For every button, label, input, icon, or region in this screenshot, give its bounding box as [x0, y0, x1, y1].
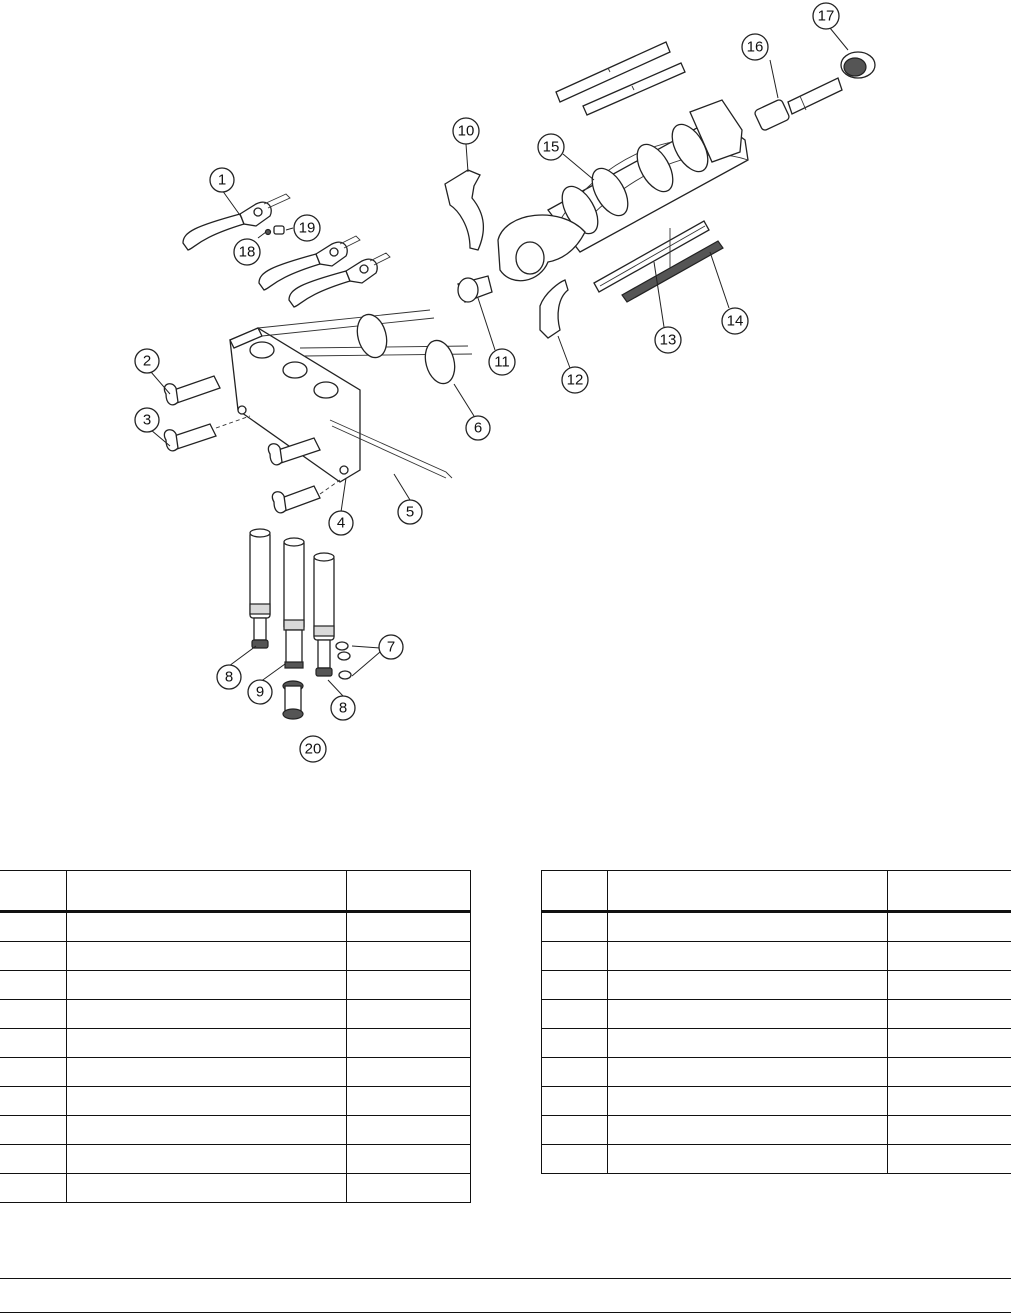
svg-text:1: 1: [217, 171, 227, 189]
table-row: [0, 912, 470, 942]
table-row: [0, 1029, 470, 1058]
scraper-blade-12: [540, 280, 568, 338]
table-cell: [346, 1058, 470, 1087]
table-cell: [608, 1000, 888, 1029]
table-cell: [66, 1087, 346, 1116]
table-cell: [0, 1000, 66, 1029]
small-screw-18: [266, 230, 271, 235]
table-row: [0, 1174, 470, 1203]
table-row: [542, 912, 1011, 942]
table-cell: [542, 942, 608, 971]
table-cell: [0, 942, 66, 971]
table-row: [0, 1116, 470, 1145]
table-cell: [542, 1116, 608, 1145]
table-cell: [66, 1058, 346, 1087]
callout-6: [466, 416, 490, 440]
callout-20: [300, 736, 326, 762]
table-cell: [888, 912, 1011, 942]
footer-divider-top: [0, 1278, 1011, 1279]
header-cell: [608, 871, 888, 912]
table-cell: [888, 1116, 1011, 1145]
cartridge-8-left: [250, 529, 270, 648]
o-rings-7: [336, 642, 351, 679]
header-cell: [346, 871, 470, 912]
pin-2: [164, 376, 220, 405]
cartridge-9-center: [284, 538, 304, 668]
header-cell: [0, 871, 66, 912]
callout-8-left: [217, 665, 241, 689]
callout-17: [813, 3, 839, 29]
table-cell: [0, 1174, 66, 1203]
svg-text:6: 6: [473, 419, 483, 437]
table-cell: [66, 1145, 346, 1174]
header-cell: [66, 871, 346, 912]
callout-11: [489, 349, 515, 375]
table-row: [0, 971, 470, 1000]
table-cell: [66, 1116, 346, 1145]
table-row: [542, 1000, 1011, 1029]
footer-divider-bottom: [0, 1312, 1011, 1313]
svg-text:19: 19: [298, 219, 316, 237]
table-cell: [888, 1145, 1011, 1174]
table-cell: [346, 1087, 470, 1116]
scraper-blade-10: [445, 170, 483, 250]
table-cell: [608, 912, 888, 942]
header-cell: [888, 871, 1011, 912]
table-row: [0, 1000, 470, 1029]
callout-14: [722, 308, 748, 334]
table-cell: [346, 1029, 470, 1058]
table-cell: [542, 912, 608, 942]
table-row: [0, 1145, 470, 1174]
callout-4: [329, 511, 353, 535]
table-cell: [888, 1058, 1011, 1087]
table-cell: [542, 1000, 608, 1029]
svg-text:8: 8: [338, 699, 348, 717]
table-cell: [346, 942, 470, 971]
table-row: [542, 1029, 1011, 1058]
table-cell: [542, 1145, 608, 1174]
callout-8-right: [331, 696, 355, 720]
end-cap-17: [841, 52, 875, 78]
callout-19: [294, 215, 320, 241]
table-header-row: [542, 871, 1011, 912]
table-cell: [66, 1000, 346, 1029]
svg-text:15: 15: [542, 138, 560, 156]
table-cell: [346, 971, 470, 1000]
parts-list-table-left: [0, 870, 471, 1203]
svg-text:11: 11: [494, 353, 510, 371]
parts-list-table-right: [541, 870, 1011, 1174]
callout-5: [398, 500, 422, 524]
table-cell: [0, 1116, 66, 1145]
callout-9: [248, 680, 272, 704]
callout-2: [135, 349, 159, 373]
table-cell: [888, 1087, 1011, 1116]
small-screw-19: [274, 226, 284, 234]
callout-7: [379, 635, 403, 659]
table-cell: [0, 912, 66, 942]
table-cell: [0, 1087, 66, 1116]
table-cell: [608, 971, 888, 1000]
table-cell: [608, 1029, 888, 1058]
table-row: [542, 1145, 1011, 1174]
svg-text:14: 14: [726, 312, 744, 330]
table-cell: [66, 912, 346, 942]
callout-13: [655, 327, 681, 353]
table-row: [0, 1058, 470, 1087]
table-cell: [346, 1000, 470, 1029]
svg-text:9: 9: [255, 683, 265, 701]
table-cell: [346, 1116, 470, 1145]
table-cell: [66, 1174, 346, 1203]
table-cell: [346, 912, 470, 942]
pin-3: [164, 416, 250, 451]
callout-10: [453, 118, 479, 144]
o-ring-6: [353, 311, 459, 387]
svg-text:7: 7: [386, 638, 396, 656]
table-cell: [542, 1029, 608, 1058]
table-row: [542, 1058, 1011, 1087]
table-cell: [888, 942, 1011, 971]
valve-body-4: [230, 310, 472, 482]
table-cell: [608, 1058, 888, 1087]
svg-text:12: 12: [566, 371, 584, 389]
table-header-row: [0, 871, 470, 912]
svg-text:4: 4: [336, 514, 346, 532]
table-cell: [608, 1145, 888, 1174]
svg-text:13: 13: [659, 331, 677, 349]
table-cell: [346, 1145, 470, 1174]
table-row: [0, 1087, 470, 1116]
bushing-11: [458, 276, 492, 302]
table-cell: [608, 942, 888, 971]
table-cell: [0, 1058, 66, 1087]
table-row: [542, 1116, 1011, 1145]
callout-16: [742, 34, 768, 60]
callout-18: [234, 239, 260, 265]
sleeve-20: [283, 681, 303, 719]
svg-text:10: 10: [457, 122, 475, 140]
table-cell: [542, 971, 608, 1000]
table-cell: [66, 1029, 346, 1058]
table-cell: [0, 1145, 66, 1174]
svg-text:3: 3: [142, 411, 152, 429]
pin-lower: [272, 480, 340, 513]
table-row: [542, 1087, 1011, 1116]
table-cell: [542, 1087, 608, 1116]
seal-strip-upper-pair: [556, 42, 685, 115]
callout-12: [562, 367, 588, 393]
table-cell: [346, 1174, 470, 1203]
cartridge-8-right: [314, 553, 334, 676]
svg-text:2: 2: [142, 352, 152, 370]
callout-15: [538, 134, 564, 160]
callout-1: [210, 168, 234, 192]
table-row: [542, 971, 1011, 1000]
drive-shaft-16: [754, 78, 842, 131]
svg-text:8: 8: [224, 668, 234, 686]
header-cell: [542, 871, 608, 912]
svg-text:5: 5: [405, 503, 415, 521]
table-cell: [888, 971, 1011, 1000]
table-row: [542, 942, 1011, 971]
table-cell: [66, 971, 346, 1000]
table-cell: [608, 1116, 888, 1145]
spiral-end-plate: [498, 215, 585, 281]
callout-3: [135, 408, 159, 432]
table-cell: [0, 1029, 66, 1058]
table-cell: [608, 1087, 888, 1116]
table-row: [0, 942, 470, 971]
table-cell: [542, 1058, 608, 1087]
svg-text:16: 16: [746, 38, 764, 56]
table-cell: [66, 942, 346, 971]
table-cell: [888, 1029, 1011, 1058]
svg-text:20: 20: [304, 740, 322, 758]
handle-lever-1: [183, 194, 290, 250]
svg-text:17: 17: [817, 7, 835, 25]
svg-text:18: 18: [238, 243, 256, 261]
table-cell: [0, 971, 66, 1000]
table-cell: [888, 1000, 1011, 1029]
